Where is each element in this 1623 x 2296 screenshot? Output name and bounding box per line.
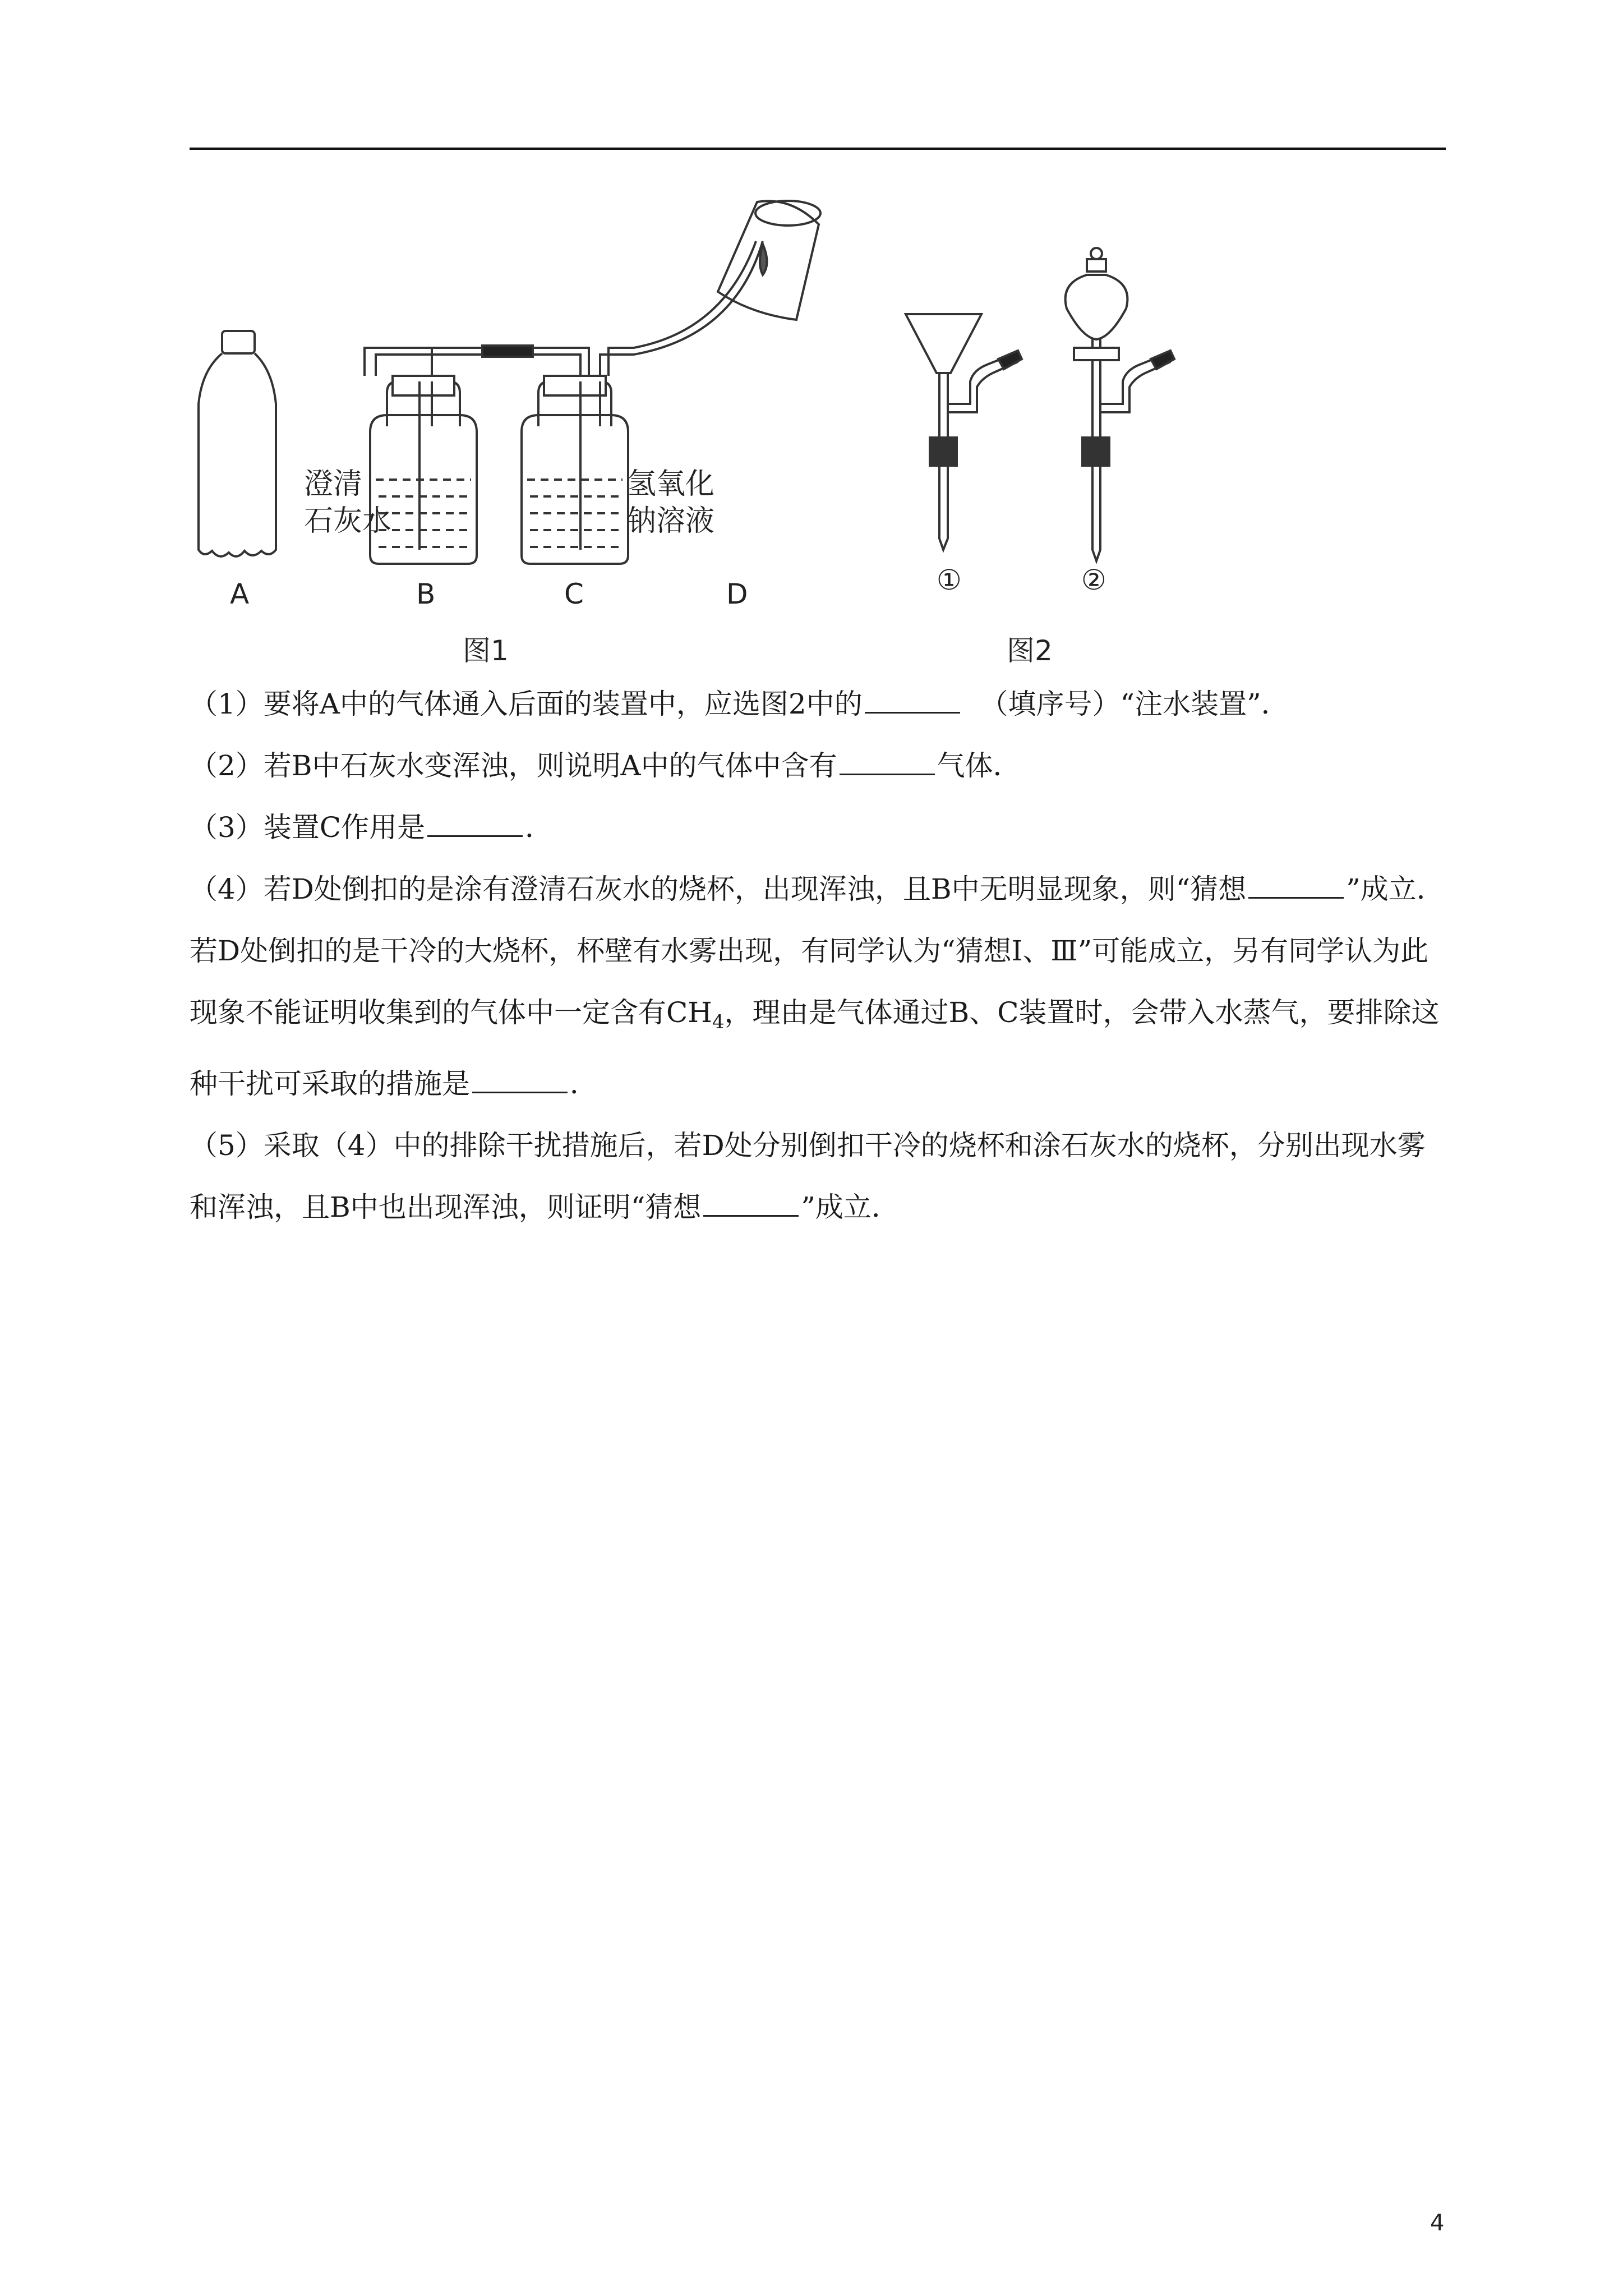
reagent-b-label: [304, 466, 391, 540]
apparatus-drawing: [185, 191, 1223, 668]
answer-blank-4[interactable]: [1248, 869, 1344, 899]
reagent-b-line1: 澄清: [304, 467, 363, 501]
reagent-c-line1: 氢氧化: [627, 467, 715, 501]
apparatus-figures: [185, 191, 1223, 668]
question-4b: 若D处倒扣的是干冷的大烧杯，杯壁有水雾出现，有同学认为“猜想Ⅰ、Ⅲ”可能成立，另有同学认为此现象不能证明收集到的气体中一定含有$CH_4$，理由是气体通过B、C装置时，会带入水蒸气，要排除这种干扰可采取的措施是 ．: [190, 935, 1440, 1100]
separatory-funnel-2-icon: [1066, 248, 1174, 561]
label-d: D: [726, 578, 748, 610]
funnel-1-icon: [906, 314, 1022, 550]
question-3: （3）装置C作用是 ．: [190, 797, 1451, 858]
reagent-c-line2: 钠溶液: [627, 504, 715, 538]
wash-bottle-c-icon: [522, 376, 628, 564]
answer-blank-2[interactable]: [840, 746, 935, 775]
header-rule: [190, 148, 1446, 150]
reagent-c-label: [627, 466, 714, 540]
reagent-b-line2: 石灰水: [304, 504, 392, 538]
gas-tubes: [365, 241, 763, 426]
label-c: C: [564, 578, 584, 610]
label-a: A: [230, 578, 250, 610]
label-b: B: [416, 578, 436, 610]
label-funnel-1: ①: [937, 564, 962, 596]
question-2: （2）若B中石灰水变浑浊，则说明A中的气体中含有 气体．: [190, 735, 1451, 797]
beaker-d-icon: [718, 201, 820, 320]
bottle-a-icon: [199, 331, 276, 556]
question-text: [190, 673, 1451, 1238]
page-number: 4: [1430, 2210, 1445, 2236]
label-funnel-2: ②: [1081, 564, 1106, 596]
question-1: （1）要将A中的气体通入后面的装置中，应选图2中的 （填序号）“注水装置”．: [190, 673, 1451, 735]
answer-blank-1[interactable]: [865, 684, 960, 714]
answer-blank-5[interactable]: [703, 1187, 799, 1217]
answer-blank-4b[interactable]: [472, 1064, 568, 1093]
question-4: （4）若D处倒扣的是涂有澄清石灰水的烧杯，出现浑浊，且B中无明显现象，则“猜想 ”成立．: [190, 858, 1451, 920]
figure1-caption: 图1: [463, 634, 509, 667]
question-5: （5）采取（4）中的排除干扰措施后，若D处分别倒扣干冷的烧杯和涂石灰水的烧杯，分别出现水雾和浑浊，且B中也出现浑浊，则证明“猜想 ”成立．: [190, 1129, 1426, 1223]
figure2-caption: 图2: [1007, 634, 1053, 667]
answer-blank-3[interactable]: [427, 807, 523, 837]
